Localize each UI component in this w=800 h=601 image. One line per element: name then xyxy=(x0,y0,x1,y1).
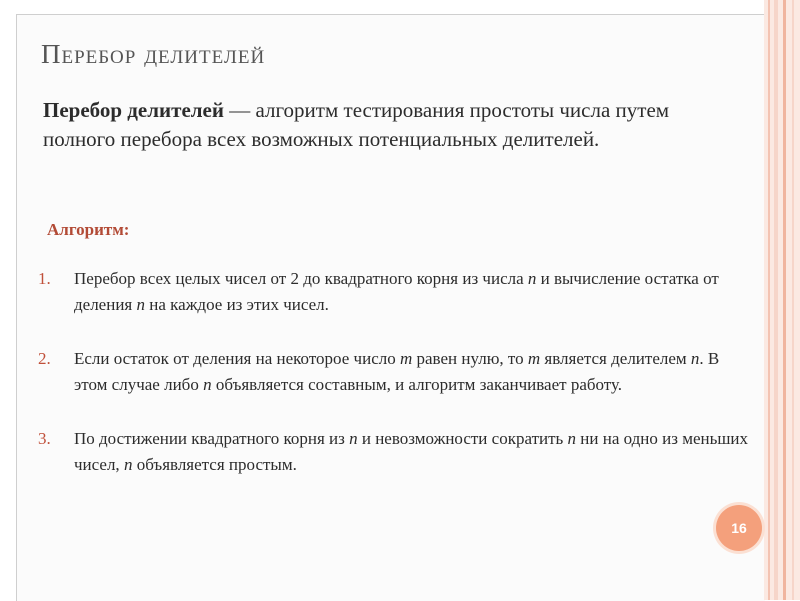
step-text: Перебор всех целых чисел от 2 до квадратного корня из числа xyxy=(74,269,528,288)
step-text: объявляется простым. xyxy=(132,455,297,474)
algorithm-steps xyxy=(38,266,753,506)
slide-title: Перебор делителей xyxy=(41,39,266,69)
variable-m: m xyxy=(399,349,413,368)
variable-n: n xyxy=(123,455,133,474)
variable-m: m xyxy=(527,349,541,368)
step-number: 2. xyxy=(38,349,51,368)
stripe-line xyxy=(783,0,786,600)
variable-n: n xyxy=(567,429,577,448)
step-text: объявляется составным, и алгоритм заканчивает работу. xyxy=(211,375,623,394)
step-text: равен нулю, то xyxy=(412,349,528,368)
variable-n: n xyxy=(527,269,537,288)
definition-text: — алгоритм тестирования простоты числа путем полного перебора всех возможных потенциальных делителей. xyxy=(43,98,670,151)
list-item xyxy=(38,426,753,478)
list-item xyxy=(38,346,753,398)
step-text: является делителем xyxy=(540,349,691,368)
step-text: на каждое из этих чисел. xyxy=(145,295,329,314)
variable-n: n xyxy=(690,349,700,368)
definition-paragraph xyxy=(43,96,723,154)
step-number: 1. xyxy=(38,269,51,288)
page-number-badge: 16 xyxy=(716,505,762,551)
stripe-line xyxy=(774,0,778,600)
list-item xyxy=(38,266,753,318)
definition-term: Перебор делителей xyxy=(43,98,224,122)
step-text: ни на одно из меньших чисел, xyxy=(74,429,749,474)
step-text: По достижении квадратного корня из xyxy=(74,429,350,448)
algorithm-heading: Алгоритм: xyxy=(47,220,130,239)
step-number: 3. xyxy=(38,429,51,448)
variable-n: n xyxy=(136,295,145,314)
stripe-line xyxy=(792,0,794,600)
step-text: Если остаток от деления на некоторое число xyxy=(74,349,400,368)
step-text: и вычисление остатка от деления xyxy=(74,269,719,314)
stripe-line xyxy=(768,0,770,600)
variable-n: n xyxy=(203,375,212,394)
decorative-stripes xyxy=(764,0,800,600)
step-text: . В этом случае либо xyxy=(74,349,720,394)
step-text: и невозможности сократить xyxy=(357,429,568,448)
variable-n: n xyxy=(349,429,358,448)
